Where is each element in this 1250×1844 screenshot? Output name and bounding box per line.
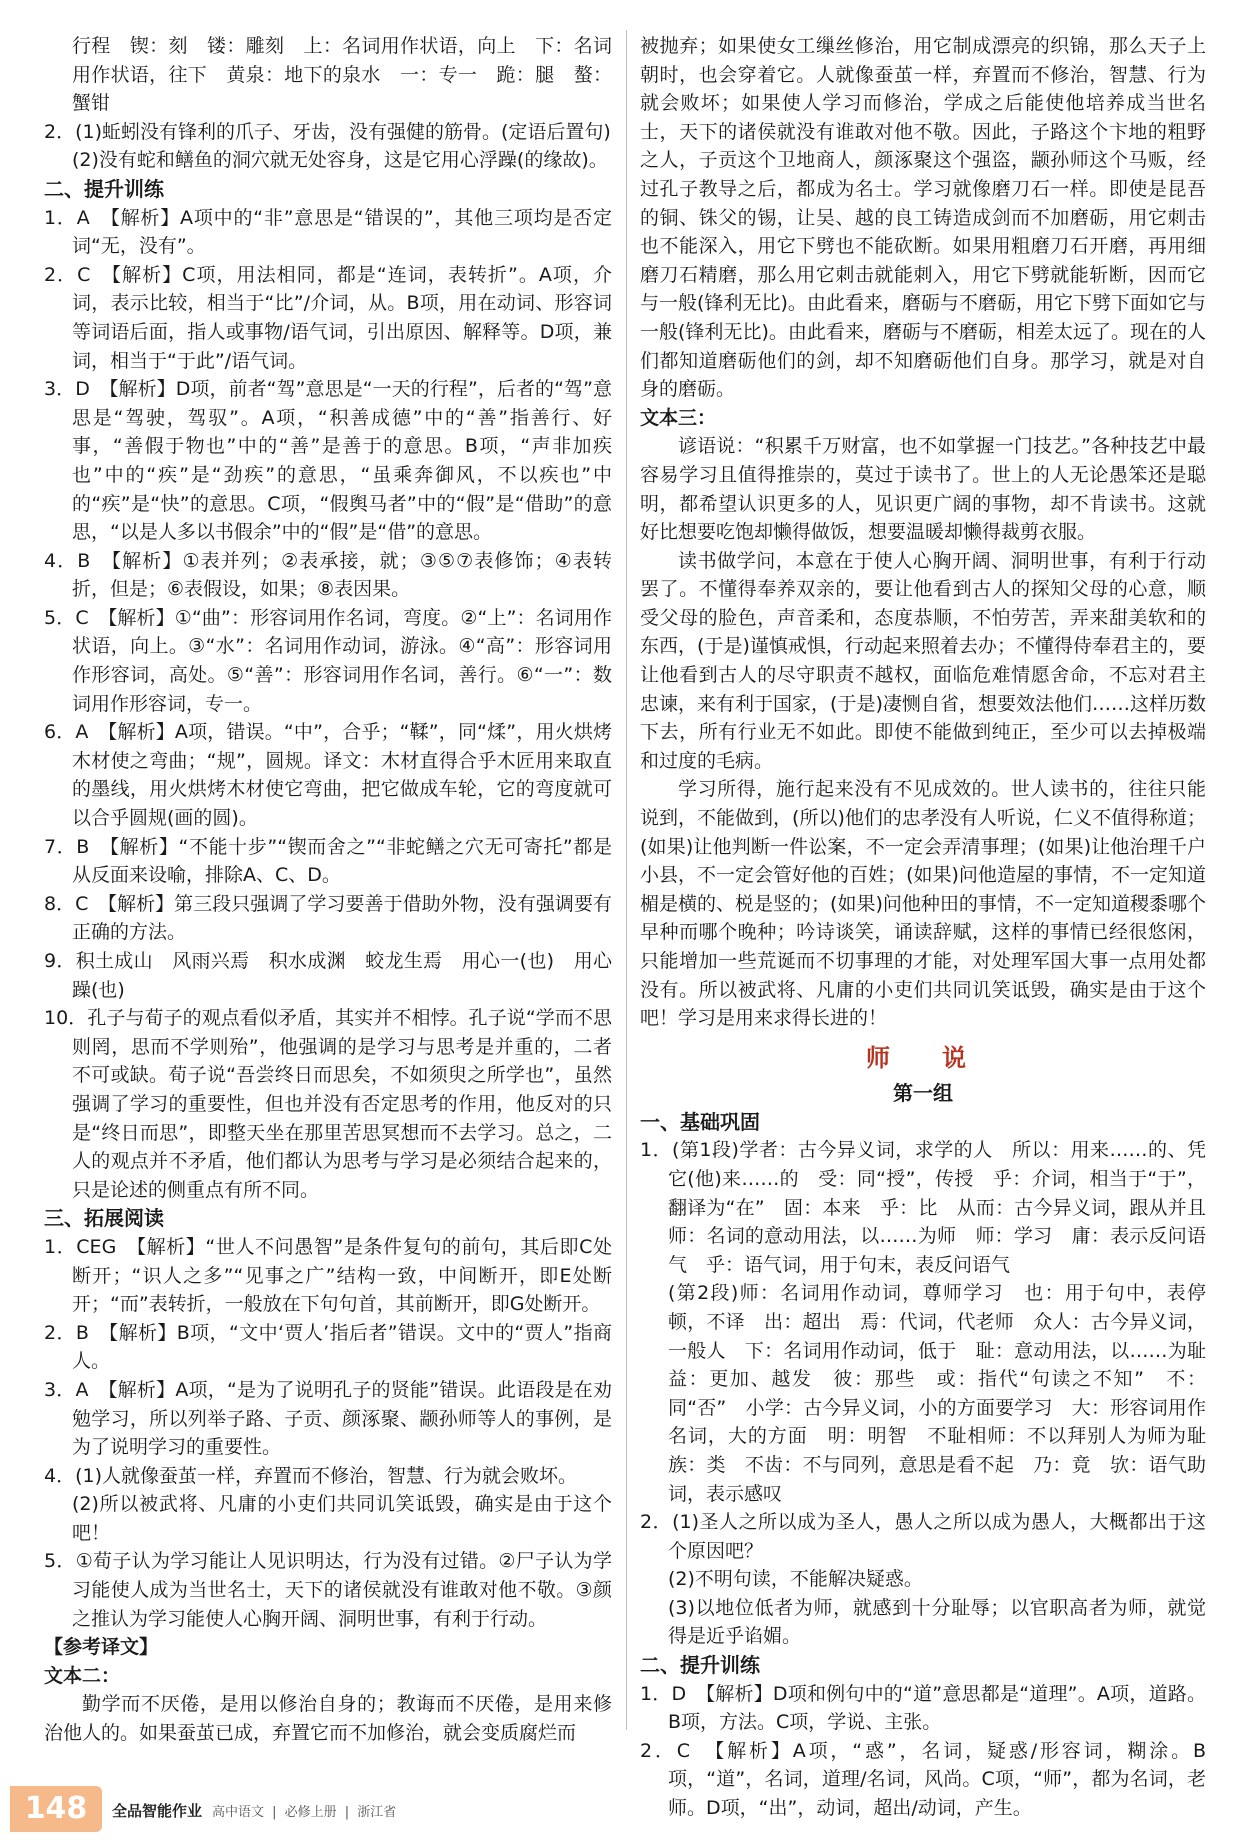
answer-line: 二、提升训练 — [44, 176, 164, 201]
answer-line: (3)以地位低者为师，就感到十分耻辱；以官职高者为师，就觉得是近乎谄媚。 — [668, 1596, 1206, 1648]
shishuo-answers — [640, 1108, 1226, 1823]
answer-line: 文本二： — [44, 1664, 121, 1687]
lesson-title: 师 说 — [866, 1043, 980, 1072]
answer-line: (2)没有蛇和鳝鱼的洞穴就无处容身，这是它用心浮躁(的缘故)。 — [72, 149, 608, 172]
answer-line: 2．B 【解析】B项，“文中‘贾人’指后者”错误。文中的“贾人”指商人。 — [44, 1321, 612, 1373]
left-column — [44, 32, 612, 1748]
answer-line: 7．B 【解析】“不能十步”“锲而舍之”“非蛇鳝之穴无可寄托”都是从反面来设喻，排除A、C、D。 — [44, 835, 612, 887]
answer-line: 1．(第1段)学者：古今异义词，求学的人 所以：用来……的、凭它(他)来……的 受：同“授”，传授 乎：介词，相当于“于”，翻译为“在” 固：本来 乎：比 从而：古今异义词，跟从并且 师：名词的意动用法，以……为师 师：学习 庸：表示反问语气 乎：语气词，用于句末，表反问语气 — [640, 1139, 1226, 1276]
answer-line: 9．积土成山 风雨兴焉 积水成渊 蛟龙生焉 用心一(也) 用心躁(也) — [44, 950, 612, 1001]
page-number-badge — [10, 1786, 102, 1832]
answer-line: (2)所以被武将、凡庸的小吏们共同讥笑诋毁，确实是由于这个吧！ — [72, 1493, 612, 1544]
answer-line: 8．C 【解析】第三段只强调了学习要善于借助外物，没有强调要有正确的方法。 — [44, 892, 612, 944]
answer-line: (第2段)师：名词用作动词，尊师学习 也：用于句中，表停顿，不译 出：超出 焉：代词，代老师 众人：古今异义词，一般人 下：名词用作动词，低于 耻：意动用法，以……为耻 益：更加、越发 彼：那些 或：指代“句读之不知” 不：同“否” 小学：古今异义词，小的方面要学习 大：形容词用作名词，大的方面 明：明智 不耻相师：不以拜别人为师为耻 族：类 不齿：不与同列，意思是看不起 乃：竟 欤：语气助词，表示感叹 — [668, 1282, 1226, 1505]
answer-line: 4．B 【解析】①表并列；②表承接，就；③⑤⑦表修饰；④表转折，但是；⑥表假设，如果；⑧表因果。 — [44, 549, 612, 601]
translation-paragraph: 被抛弃；如果使女工缫丝修治，用它制成漂亮的织锦，那么天子上朝时，也会穿着它。人就像蚕茧一样，弃置而不修治，智慧、行为就会败坏；如果使人学习而修治，学成之后能使他培养成当世名士，天下的诸侯就没有谁敢对他不敬。因此，子路这个卞地的粗野之人，子贡这个卫地商人，颜涿聚这个强盗，颛孙师这个马贩，经过孔子教导之后，都成为名士。学习就像磨刀石一样。即使是昆吾的铜、铢父的锡，让吴、越的良工铸造成剑而不加磨砺，用它刺击也不能深入，用它下劈也不能砍断。如果用粗磨刀石开磨，再用细磨刀石精磨，那么用它刺击就能刺入，用它下劈就能斩断，因而它与一般(锋利无比)。由此看来，磨砺与不磨砺，用它下劈下面如它与一般(锋利无比)。由此看来，磨砺与不磨砺，相差太远了。现在的人们都知道磨砺他们的剑，却不知磨砺他们自身。那学习，就是对自身的磨砺。 — [640, 35, 1206, 401]
answer-line: 4．(1)人就像蚕茧一样，弃置而不修治，智慧、行为就会败坏。 — [44, 1464, 578, 1487]
answer-line: 5．①荀子认为学习能让人见识明达，行为没有过错。②尸子认为学习能使人成为当世名士，天下的诸侯就没有谁敢对他不敬。③颜之推认为学习能使人心胸开阔、洞明世事，有利于行动。 — [44, 1550, 612, 1630]
translation-paragraph: 谚语说：“积累千万财富，也不如掌握一门技艺。”各种技艺中最容易学习且值得推崇的，莫过于读书了。世上的人无论愚笨还是聪明，都希望认识更多的人，见识更广阔的事物，却不肯读书。这就好比想要吃饱却懒得做饭，想要温暖却懒得裁剪衣服。 — [640, 435, 1206, 544]
answer-line: 三、拓展阅读 — [44, 1206, 164, 1231]
group-title: 第一组 — [893, 1080, 953, 1105]
answer-line: 10．孔子与荀子的观点看似矛盾，其实并不相悖。孔子说“学而不思则罔，思而不学则殆”，他强调的是学习与思考是并重的，二者不可或缺。荀子说“吾尝终日而思矣，不如须臾之所学也”，虽然强调了学习的重要性，但也并没有否定思考的作用，他反对的只是“终日而思”，即整天坐在那里苦思冥想而不去学习。总之，二人的观点并不矛盾，他们都认为思考与学习是必须结合起来的，只是论述的侧重点有所不同。 — [44, 1007, 612, 1201]
answer-line: 2．(1)蚯蚓没有锋利的爪子、牙齿，没有强健的筋骨。(定语后置句) — [44, 120, 611, 143]
answer-line: 1．D 【解析】D项和例句中的“道”意思都是“道理”。A项，道路。B项，方法。C项，学说、主张。 — [640, 1682, 1206, 1734]
answer-line: 1．CEG 【解析】“世人不问愚智”是条件复句的前句，其后即C处断开；“识人之多”“见事之广”结构一致，中间断开，即E处断开；“而”表转折，一般放在下句句首，其前断开，即G处断开。 — [44, 1235, 612, 1316]
answer-line: 6．A 【解析】A项，错误。“中”，合乎；“鞣”，同“煣”，用火烘烤木材使之弯曲；“规”，圆规。译文：木材直得合乎木匠用来取直的墨线，用火烘烤木材使它弯曲，把它做成车轮，它的弯度就可以合乎圆规(画的圆)。 — [44, 721, 612, 830]
answer-line: 勤学而不厌倦，是用以修治自身的；教诲而不厌倦，是用来修治他人的。如果蚕茧已成，弃置它而不加修治，就会变质腐烂而 — [44, 1693, 612, 1745]
translation-paragraph: 读书做学问，本意在于使人心胸开阔、洞明世事，有利于行动罢了。不懂得奉养双亲的，要让他看到古人的探知父母的心意，顺受父母的脸色，声音柔和，态度恭顺，不怕劳苦，弄来甜美软和的东西，(于是)谨慎戒惧，行动起来照着去办；不懂得侍奉君主的，要让他看到古人的尽守职责不越权，面临危难情愿舍命，不忘对君主忠谏，来有利于国家，(于是)凄恻自省，想要效法他们……这样历数下去，所有行业无不如此。即使不能做到纯正，至少可以去掉极端和过度的毛病。 — [640, 549, 1206, 772]
answer-line: 2．C 【解析】A项，“惑”，名词，疑惑/形容词，糊涂。B项，“道”，名词，道理/名词，风尚。C项，“师”，都为名词，老师。D项，“出”，动词，超出/动词，产生。 — [640, 1739, 1206, 1820]
answer-line: 1．A 【解析】A项中的“非”意思是“错误的”，其他三项均是否定词“无，没有”。 — [44, 206, 612, 258]
answer-line: 3．A 【解析】A项，“是为了说明孔子的贤能”错误。此语段是在劝勉学习，所以列举子路、子贡、颜涿聚、颛孙师等人的事例，是为了说明学习的重要性。 — [44, 1378, 612, 1459]
breadcrumb: 高中语文 | 必修上册 | 浙江省 — [212, 1805, 397, 1820]
answer-line: 【参考译文】 — [44, 1636, 159, 1659]
answer-line: 2．C 【解析】C项，用法相同，都是“连词，表转折”。A项，介词，表示比较，相当于“比”/介词，从。B项，用在动词、形容词等词语后面，指人或事物/语气词，引出原因、解释等。D项，兼词，相当于“于此”/语气词。 — [44, 263, 612, 372]
translation-paragraph: 文本三： — [640, 406, 717, 429]
answer-line: (2)不明句读，不能解决疑惑。 — [668, 1568, 923, 1591]
answer-line: 3．D 【解析】D项，前者“驾”意思是“一天的行程”，后者的“驾”意思是“驾驶，驾驭”。A项，“积善成德”中的“善”指善行、好事，“善假于物也”中的“善”是善于的意思。B项，“声非加疾也”中的“疾”是“劲疾”的意思，“虽乘奔御风，不以疾也”中的“疾”是“快”的意思。C项，“假舆马者”中的“假”是“借助”的意思，“以是人多以书假余”中的“假”是“借”的意思。 — [44, 378, 612, 544]
answer-line: 行程 锲：刻 镂：雕刻 上：名词用作状语，向上 下：名词用作状语，往下 黄泉：地下的泉水 一：专一 跪：腿 螯：蟹钳 — [72, 35, 612, 115]
page-number: 148 — [24, 1791, 88, 1826]
brand-name: 全品智能作业 — [112, 1802, 203, 1820]
right-column — [640, 32, 1226, 1823]
answer-line: 2．(1)圣人之所以成为圣人，愚人之所以成为愚人，大概都出于这个原因吧？ — [640, 1511, 1206, 1562]
page-footer — [0, 1786, 1250, 1844]
answer-line: 二、提升训练 — [640, 1653, 760, 1678]
answer-line: 一、基础巩固 — [640, 1109, 760, 1134]
translation-continued — [640, 32, 1206, 1033]
column-divider — [626, 30, 627, 1730]
translation-paragraph: 学习所得，施行起来没有不见成效的。世人读书的，往往只能说到，不能做到，(所以)他们的忠孝没有人听说，仁义不值得称道；(如果)让他判断一件讼案，不一定会弄清事理；(如果)让他治理千户小县，不一定会管好他的百姓；(如果)问他造屋的事情，不一定知道楣是横的、棁是竖的；(如果)问他种田的事情，不一定知道稷黍哪个早种而哪个晚种；吟诗谈笑，诵读辞赋，这样的事情已经很悠闲，只能增加一些荒诞而不切事理的才能，对处理军国大事一点用处都没有。所以被武将、凡庸的小吏们共同讥笑诋毁，确实是由于这个吧！学习是用来求得长进的！ — [640, 778, 1206, 1030]
answer-line: 5．C 【解析】①“曲”：形容词用作名词，弯度。②“上”：名词用作状语，向上。③“水”：名词用作动词，游泳。④“高”：形容词用作形容词，高处。⑤“善”：形容词用作名词，善行。⑥“一”：数词用作形容词，专一。 — [44, 606, 612, 715]
